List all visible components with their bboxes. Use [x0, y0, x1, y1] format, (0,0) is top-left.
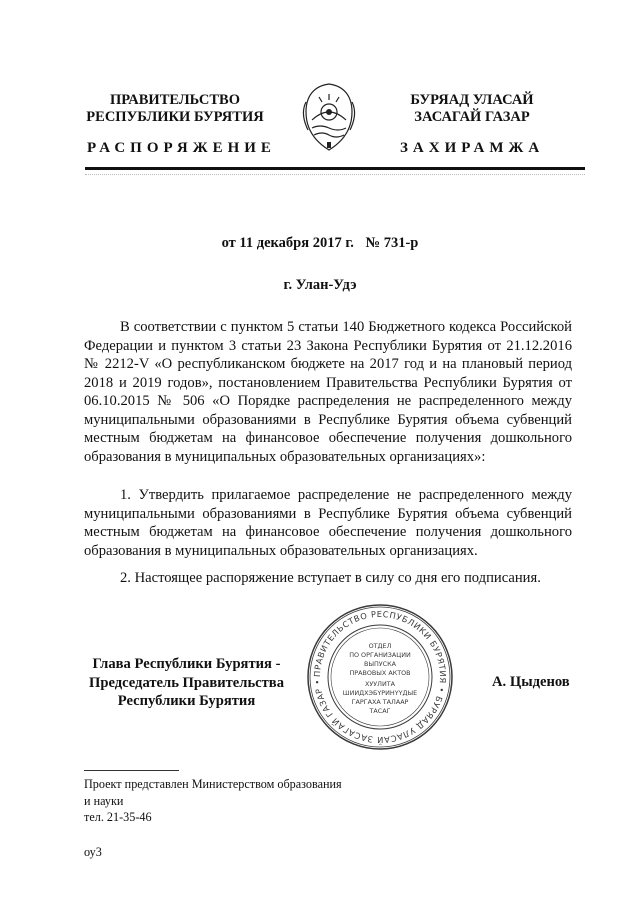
document-kind-bua: ЗАХИРАМЖА — [400, 140, 545, 156]
document-kind-ru: РАСПОРЯЖЕНИЕ — [87, 140, 276, 156]
signatory-title-line3: Республики Бурятия — [117, 693, 256, 709]
seal-line: ГАРГАХА ТАЛААР — [351, 698, 409, 706]
svg-text:ПРАВИТЕЛЬСТВО РЕСПУБЛИКИ БУРЯТ — [312, 609, 448, 746]
seal-line: ШИИДХЭБҮРИНҮҮДЫЕ — [342, 689, 418, 697]
seal-line: ТАСАГ — [369, 707, 391, 715]
document-date: от 11 декабря 2017 г. — [221, 235, 354, 251]
footnote-line2: и науки — [84, 793, 124, 808]
header-divider — [85, 167, 585, 170]
document-code: оу3 — [84, 845, 102, 859]
header-right — [372, 92, 572, 126]
header-dotted-divider — [85, 174, 585, 175]
header-left-line1: ПРАВИТЕЛЬСТВО — [110, 92, 240, 108]
signatory-title-line1: Глава Республики Бурятия - — [92, 656, 281, 672]
date-number-line — [0, 235, 640, 252]
document-number: № 731-р — [365, 235, 419, 251]
document-city: г. Улан-Удэ — [283, 277, 357, 293]
header-right-line2: ЗАСАГАЙ ГАЗАР — [414, 109, 530, 125]
seal-line: ВЫПУСКА — [363, 660, 397, 668]
seal-ring-text: ПРАВИТЕЛЬСТВО РЕСПУБЛИКИ БУРЯТИЯ • БУРЯАД УЛАСАЙ ЗАСАГАЙ ГАЗАР • — [311, 608, 449, 746]
header-left — [70, 92, 280, 126]
seal-line: ХУУЛИТА — [364, 680, 396, 688]
footnote-divider — [84, 770, 179, 771]
seal-line: ПРАВОВЫХ АКТОВ — [349, 669, 411, 677]
header-left-line2: РЕСПУБЛИКИ БУРЯТИЯ — [86, 109, 264, 125]
header-right-line1: БУРЯАД УЛАСАЙ — [410, 92, 534, 108]
footnote-phone: тел. 21-35-46 — [84, 810, 152, 824]
clause-2-paragraph: 2. Настоящее распоряжение вступает в силу со дня его подписания. — [120, 570, 541, 586]
signatory-title-line2: Председатель Правительства — [88, 674, 284, 691]
signatory-name: А. Цыденов — [492, 674, 570, 690]
clause-1-paragraph: 1. Утвердить прилагаемое распределение не распределенного между муниципальными образованиями в Республике Бурятия объема субвенций местным бюджетам на финансовое обеспечение получения дошкольного образования в муниципальных образовательных организациях. — [84, 487, 572, 559]
official-seal-icon — [305, 602, 455, 752]
seal-line: ПО ОРГАНИЗАЦИИ — [349, 651, 411, 659]
seal-line: ОТДЕЛ — [368, 642, 392, 650]
footnote — [84, 776, 384, 826]
coat-of-arms-icon — [300, 80, 358, 154]
signatory-title — [84, 655, 289, 711]
preamble-paragraph: В соответствии с пунктом 5 статьи 140 Бюджетного кодекса Российской Федерации и пунктом 3 статьи 23 Закона Республики Бурятия от 21.12.2016 № 2212-V «О республиканском бюджете на 2017 год и на плановый период 2018 и 2019 годов», постановлением Правительства Республики Бурятия от 06.10.2015 № 506 «О Порядке распределения не распределенного между муниципальными образованиями в Республике Бурятия объема субвенций местным бюджетам на финансовое обеспечение получения дошкольного образования в муниципальных образовательных организациях»: — [84, 319, 572, 465]
footnote-line1: Проект представлен Министерством образования — [84, 777, 342, 791]
